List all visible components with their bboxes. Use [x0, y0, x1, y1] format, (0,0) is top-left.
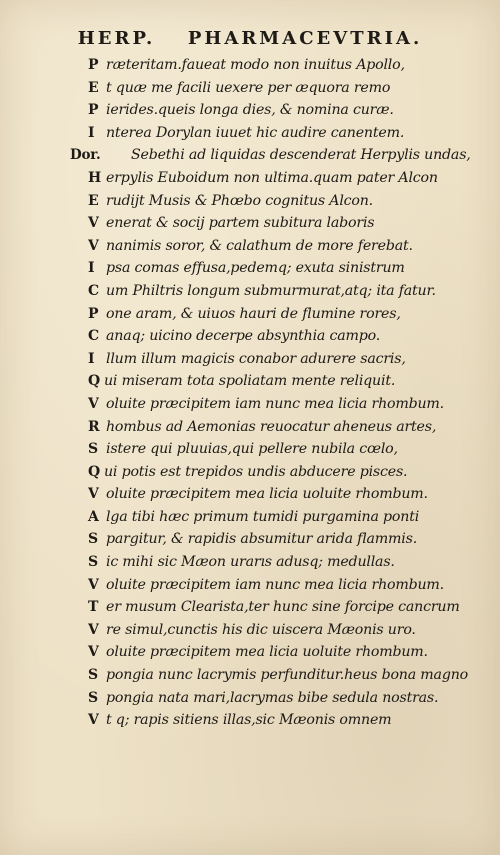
- verse-text: um Philtris longum submurmurat,atq; ita fatur.: [106, 282, 436, 299]
- verse-line: [0, 574, 500, 597]
- verse-line: [0, 506, 500, 529]
- verse-initial: P: [88, 102, 99, 119]
- verse-initial: V: [88, 237, 99, 254]
- verse-line: [0, 438, 500, 461]
- verse-initial: S: [88, 441, 98, 458]
- verse-initial: P: [88, 57, 99, 73]
- verse-line: [0, 54, 500, 77]
- verse-line: [0, 122, 500, 145]
- verse-line: [0, 348, 500, 371]
- verse-text: ui miseram tota spoliatam mente reliquit.: [104, 373, 396, 390]
- running-head-right: PHARMACEVTRIA.: [187, 28, 423, 49]
- speaker-label: Dor.: [70, 147, 101, 164]
- verse-text: llum illum magicis conabor adurere sacris,: [106, 350, 406, 367]
- verse-initial: C: [88, 328, 99, 345]
- verse-line: [0, 77, 500, 100]
- verse-initial: V: [88, 644, 99, 661]
- verse-text: rӕteritam.faueat modo non inuitus Apollo,: [106, 57, 405, 73]
- verse-initial: I: [88, 350, 95, 367]
- verse-text: oluite prӕcipitem iam nunc mea licia rhombum.: [106, 576, 444, 593]
- verse-text: oluite prӕcipitem mea licia uoluite rhombum.: [106, 644, 428, 661]
- verse-text: ierides.queis longa dies, & nomina curӕ.: [106, 102, 394, 119]
- verse-initial: V: [88, 215, 99, 232]
- verse-text: er musum Clearista,ter hunc sine forcipe cancrum: [106, 599, 460, 616]
- verse-initial: R: [88, 418, 100, 435]
- verse-text: nterea Dorylan iuuet hic audire canentem.: [106, 124, 405, 141]
- verse-initial: I: [88, 124, 95, 141]
- verse-initial: V: [88, 486, 99, 503]
- verse-line: [0, 709, 500, 732]
- verse-initial: S: [88, 554, 98, 571]
- verse-line: [0, 393, 500, 416]
- verse-initial: S: [88, 689, 98, 706]
- verse-text: re simul,cunctis his dic uiscera Mӕonis uro.: [106, 621, 416, 638]
- verse-line: [0, 280, 500, 303]
- verse-text: Sebethi ad liquidas descenderat Herpylis undas,: [131, 147, 471, 164]
- verse-initial: E: [88, 79, 99, 96]
- verse-text: oluite prӕcipitem mea licia uoluite rhombum.: [106, 486, 428, 503]
- verse-text: enerat & socij partem subitura laboris: [106, 215, 375, 232]
- verse-initial: T: [88, 599, 99, 616]
- verse-text: pongia nata mari,lacrymas bibe sedula nostras.: [106, 689, 439, 706]
- verse-line: [0, 664, 500, 687]
- verse-line: [0, 99, 500, 122]
- verse-line: [0, 144, 500, 167]
- verse-initial: I: [88, 260, 95, 277]
- verse-initial: V: [88, 395, 99, 412]
- verse-initial: C: [88, 282, 99, 299]
- verse-initial: S: [88, 667, 98, 684]
- verse-text: rudijt Musis & Phœbo cognitus Alcon.: [106, 192, 373, 209]
- verse-text: anaq; uicino decerpe absynthia campo.: [106, 328, 381, 345]
- verse-initial: P: [88, 305, 99, 322]
- verse-line: [0, 190, 500, 213]
- verse-initial: V: [88, 712, 99, 729]
- verse-text: oluite prӕcipitem iam nunc mea licia rhombum.: [106, 395, 444, 412]
- verse-text: nanimis soror, & calathum de more ferebat.: [106, 237, 413, 254]
- verse-line: [0, 619, 500, 642]
- verse-initial: Q: [88, 373, 100, 390]
- verse-line: [0, 416, 500, 439]
- verse-text: ui potis est trepidos undis abducere pisces.: [104, 463, 408, 480]
- verse-line: [0, 257, 500, 280]
- running-head: [0, 28, 500, 49]
- verse-line: [0, 212, 500, 235]
- verse-initial: E: [88, 192, 99, 209]
- verse-text: hombus ad Aemonias reuocatur aheneus artes,: [106, 418, 437, 435]
- verse-line: [0, 303, 500, 326]
- verse-line: [0, 641, 500, 664]
- verse-line: [0, 235, 500, 258]
- verse-initial: Q: [88, 463, 100, 480]
- verse-initial: V: [88, 576, 99, 593]
- verse-text: istere qui pluuias,qui pellere nubila cœlo,: [106, 441, 398, 458]
- verse-initial: H: [88, 169, 102, 186]
- verse-text: one aram, & uiuos hauri de flumine rores,: [106, 305, 401, 322]
- verse-initial: V: [88, 621, 99, 638]
- verse-text: t quӕ me facili uexere per ӕquora remo: [106, 79, 391, 96]
- verse-line: [0, 551, 500, 574]
- verse-line: [0, 325, 500, 348]
- verse-text: erpylis Euboidum non ultima.quam pater Alcon: [106, 169, 438, 186]
- verse-text: lga tibi hӕc primum tumidi purgamina ponti: [106, 508, 420, 525]
- verse-text: psa comas effusa,pedemq; exuta sinistrum: [106, 260, 405, 277]
- verse-text: pongia nunc lacrymis perfunditur.heus bona magno: [106, 667, 468, 684]
- verse-text: ic mihi sic Mӕon urarıs adusq; medullas.: [106, 554, 395, 571]
- verse-lines: [0, 54, 500, 732]
- verse-line: [0, 461, 500, 484]
- verse-line: [0, 167, 500, 190]
- verse-line: [0, 687, 500, 710]
- verse-line: [0, 596, 500, 619]
- verse-line: [0, 370, 500, 393]
- verse-text: t q; rapis sitiens illas,sic Mӕonis omnem: [106, 712, 392, 729]
- verse-line: [0, 528, 500, 551]
- verse-initial: A: [88, 508, 99, 525]
- verse-line: [0, 483, 500, 506]
- verse-text: pargitur, & rapidis absumitur arida flammis.: [106, 531, 418, 548]
- running-head-left: HERP.: [77, 28, 156, 49]
- verse-initial: S: [88, 531, 98, 548]
